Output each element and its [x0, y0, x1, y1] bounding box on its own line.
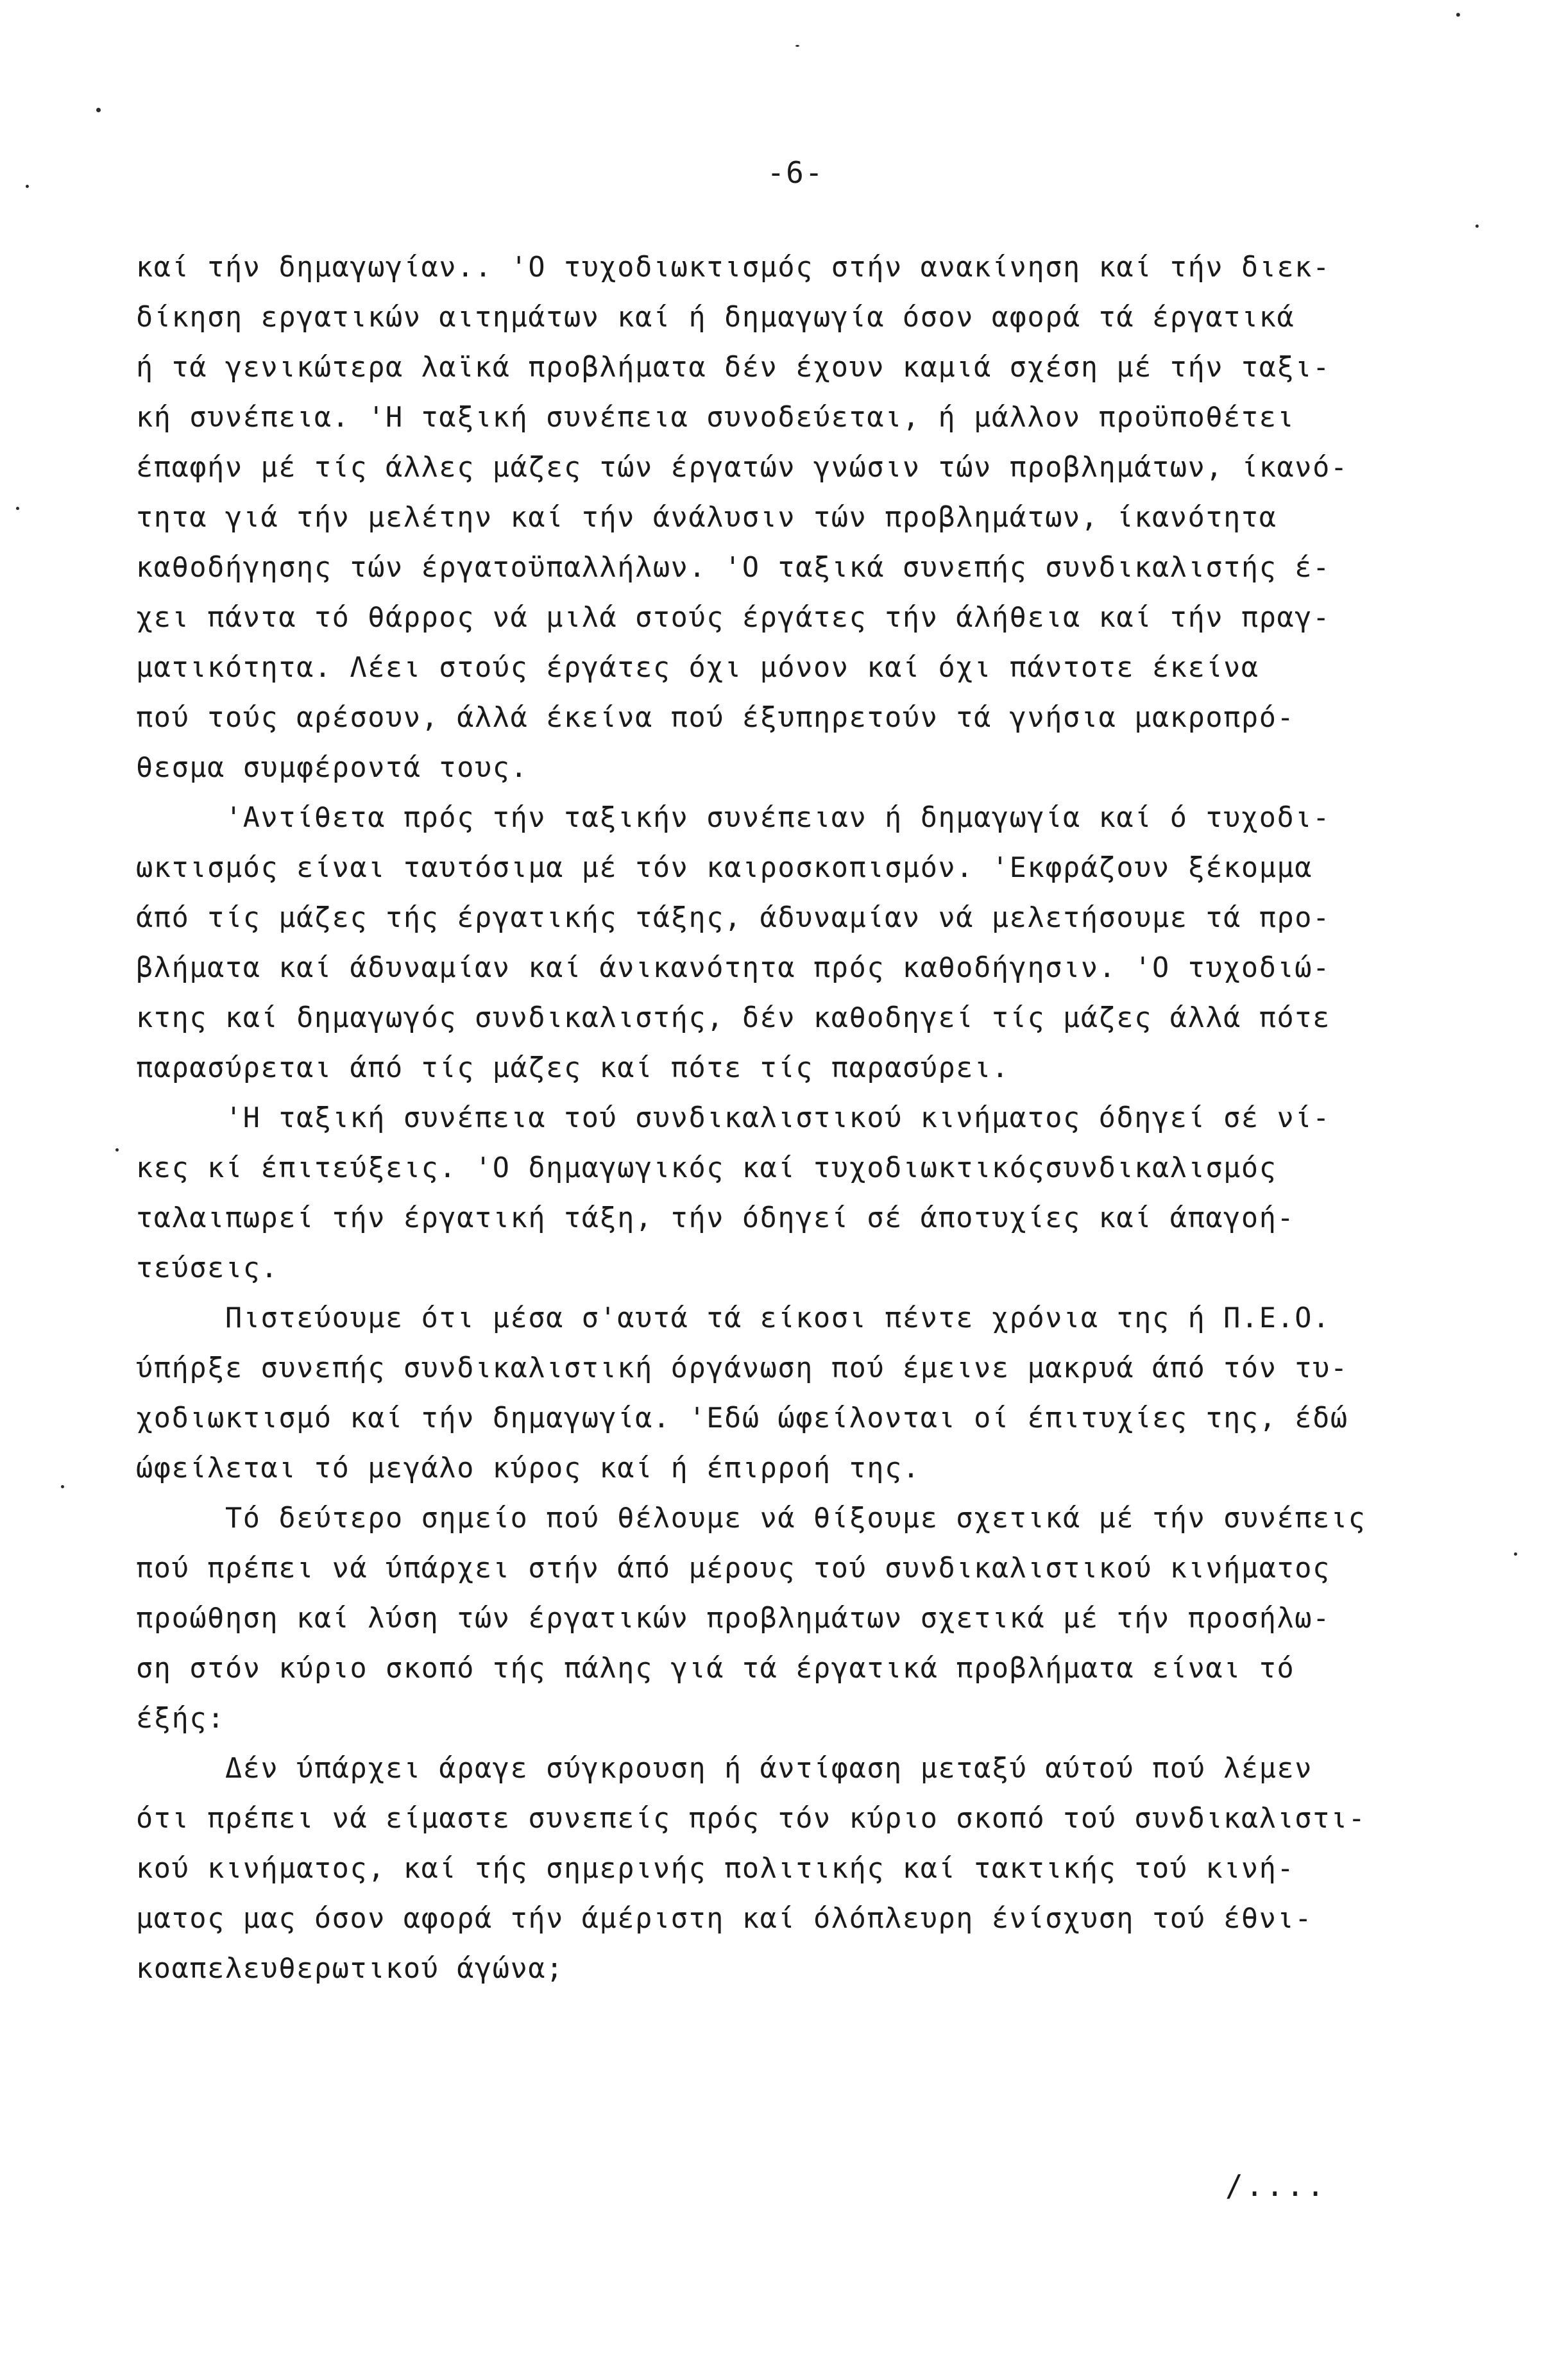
body-text [136, 242, 1445, 1994]
text-line: Τό δεύτερο σημείο πού θέλουμε νά θίξουμε σχετικά μέ τήν συνέπεις [136, 1502, 1366, 1534]
text-line: προώθηση καί λύση τών έργατικών προβλημάτων σχετικά μέ τήν προσήλω- [136, 1602, 1330, 1635]
text-line: ή τά γενικώτερα λαϊκά προβλήματα δέν έχουν καμιά σχέση μέ τήν ταξι- [136, 352, 1330, 384]
text-line: δίκηση εργατικών αιτημάτων καί ή δημαγωγία όσον αφορά τά έργατικά [136, 302, 1295, 334]
page-number: -6- [767, 155, 824, 190]
text-line: 'Η ταξική συνέπεια τού συνδικαλιστικού κινήματος όδηγεί σέ νί- [136, 1102, 1330, 1134]
text-line: τητα γιά τήν μελέτην καί τήν άνάλυσιν τών προβλημάτων, ίκανότητα [136, 502, 1277, 534]
scan-speck [1475, 225, 1479, 228]
text-line: κοαπελευθερωτικού άγώνα; [136, 1953, 564, 1985]
scan-speck [795, 45, 799, 47]
text-line: πού τούς αρέσουν, άλλά έκείνα πού έξυπηρετούν τά γνήσια μακροπρό- [136, 702, 1295, 734]
scan-speck [61, 1485, 64, 1488]
text-line: χοδιωκτισμό καί τήν δημαγωγία. 'Εδώ ώφείλονται οί έπιτυχίες της, έδώ [136, 1402, 1348, 1434]
text-line: κτης καί δημαγωγός συνδικαλιστής, δέν καθοδηγεί τίς μάζες άλλά πότε [136, 1002, 1330, 1034]
continuation-mark: /.... [1225, 2168, 1327, 2203]
text-line: κού κινήματος, καί τής σημερινής πολιτικής καί τακτικής τού κινή- [136, 1853, 1295, 1885]
text-line: ύπήρξε συνεπής συνδικαλιστική όργάνωση πού έμεινε μακρυά άπό τόν τυ- [136, 1352, 1348, 1384]
scan-speck [16, 507, 19, 510]
text-line: ματικότητα. Λέει στούς έργάτες όχι μόνον καί όχι πάντοτε έκείνα [136, 652, 1259, 684]
text-line: βλήματα καί άδυναμίαν καί άνικανότητα πρός καθοδήγησιν. 'Ο τυχοδιώ- [136, 952, 1330, 984]
text-line: θεσμα συμφέροντά τους. [136, 752, 529, 784]
text-line: 'Αντίθετα πρός τήν ταξικήν συνέπειαν ή δημαγωγία καί ό τυχοδι- [136, 802, 1330, 834]
text-line: ματος μας όσον αφορά τήν άμέριστη καί όλόπλευρη ένίσχυση τού έθνι- [136, 1903, 1313, 1935]
text-line: καί τήν δημαγωγίαν.. 'Ο τυχοδιωκτισμός στήν ανακίνηση καί τήν διεκ- [136, 251, 1330, 284]
text-line: έξής: [136, 1703, 225, 1735]
text-line: ώφείλεται τό μεγάλο κύρος καί ή έπιρροή της. [136, 1452, 921, 1484]
text-line: καθοδήγησης τών έργατοϋπαλλήλων. 'Ο ταξικά συνεπής συνδικαλιστής έ- [136, 552, 1330, 584]
text-line: ταλαιπωρεί τήν έργατική τάξη, τήν όδηγεί σέ άποτυχίες καί άπαγοή- [136, 1202, 1295, 1234]
text-line: πού πρέπει νά ύπάρχει στήν άπό μέρους τού συνδικαλιστικού κινήματος [136, 1552, 1330, 1585]
scan-speck [96, 108, 101, 112]
scan-speck [1456, 13, 1460, 17]
scan-speck [115, 1148, 119, 1152]
text-line: άπό τίς μάζες τής έργατικής τάξης, άδυναμίαν νά μελετήσουμε τά προ- [136, 902, 1330, 934]
text-line: τεύσεις. [136, 1252, 279, 1284]
text-line: κες κί έπιτεύξεις. 'Ο δημαγωγικός καί τυχοδιωκτικόςσυνδικαλισμός [136, 1152, 1277, 1184]
scan-speck [26, 185, 29, 188]
text-line: ότι πρέπει νά είμαστε συνεπείς πρός τόν κύριο σκοπό τού συνδικαλιστι- [136, 1803, 1366, 1835]
text-line: κή συνέπεια. 'Η ταξική συνέπεια συνοδεύεται, ή μάλλον προϋποθέτει [136, 402, 1295, 434]
text-line: Πιστεύουμε ότι μέσα σ'αυτά τά είκοσι πέντε χρόνια της ή Π.Ε.Ο. [136, 1302, 1330, 1334]
scan-speck [1514, 1552, 1517, 1556]
text-line: έπαφήν μέ τίς άλλες μάζες τών έργατών γνώσιν τών προβλημάτων, ίκανό- [136, 452, 1348, 484]
text-line: παρασύρεται άπό τίς μάζες καί πότε τίς παρασύρει. [136, 1052, 1010, 1084]
text-line: ση στόν κύριο σκοπό τής πάλης γιά τά έργατικά προβλήματα είναι τό [136, 1653, 1295, 1685]
text-line: ωκτισμός είναι ταυτόσιμα μέ τόν καιροσκοπισμόν. 'Εκφράζουν ξέκομμα [136, 852, 1313, 884]
text-line: χει πάντα τό θάρρος νά μιλά στούς έργάτες τήν άλήθεια καί τήν πραγ- [136, 602, 1330, 634]
text-line: Δέν ύπάρχει άραγε σύγκρουση ή άντίφαση μεταξύ αύτού πού λέμεν [136, 1753, 1313, 1785]
